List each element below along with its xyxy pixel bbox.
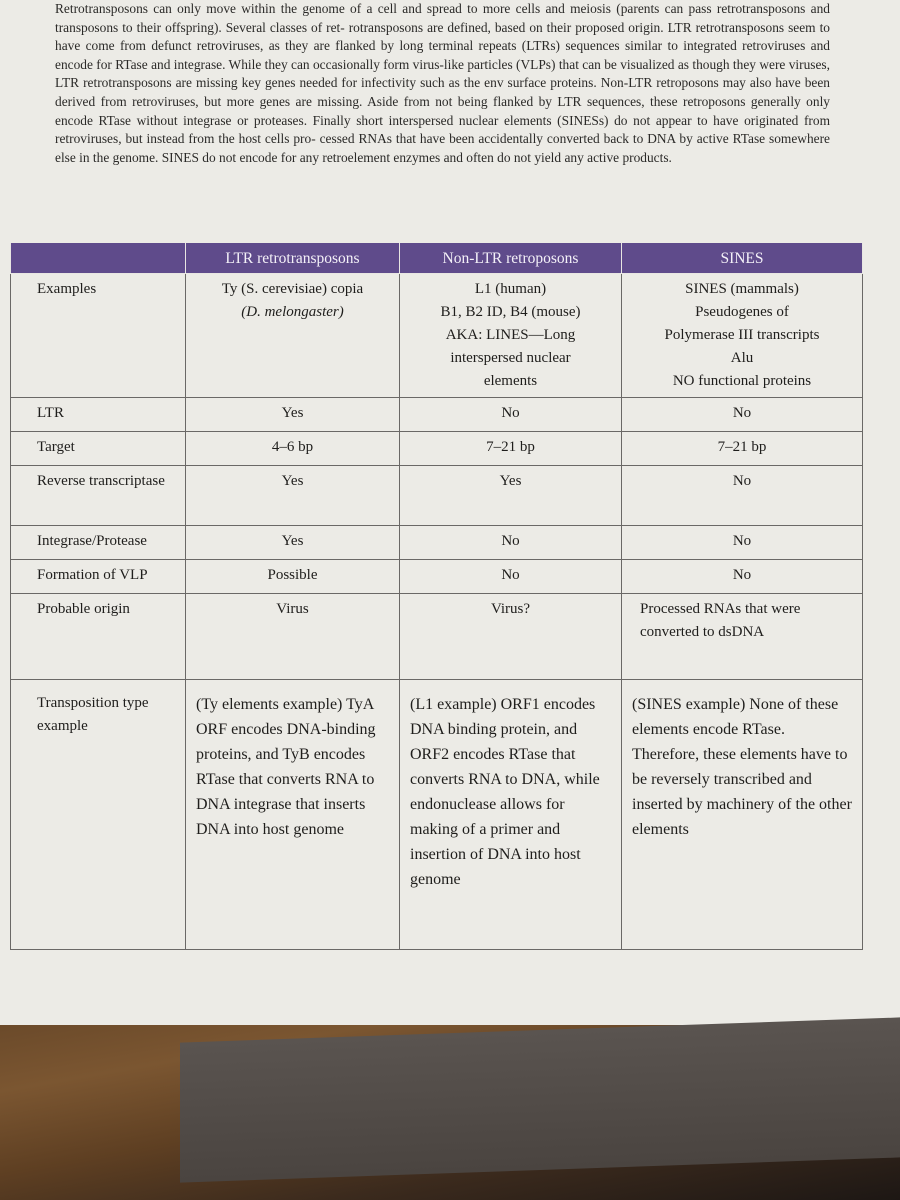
row-label: Probable origin	[11, 594, 186, 680]
examples-sines-line: SINES (mammals)	[685, 281, 799, 297]
cell-nonltr: (L1 example) ORF1 encodes DNA binding protein, and ORF2 encodes RTase that converts RNA to DNA, while endonuclease allows for making of a primer and insertion of DNA into host genome	[400, 680, 622, 950]
examples-sines-line: Pseudogenes of	[695, 304, 789, 320]
row-label: LTR	[11, 398, 186, 432]
cell-nonltr: No	[400, 398, 622, 432]
examples-sines	[622, 274, 863, 398]
examples-nonltr-line: L1 (human)	[474, 281, 547, 297]
cell-nonltr: Virus?	[400, 594, 622, 680]
table-row-examples	[11, 274, 863, 398]
header-ltr-retrotransposons: LTR retrotransposons	[186, 243, 400, 274]
cell-sines: 7–21 bp	[622, 432, 863, 466]
examples-nonltr-line: elements	[483, 373, 538, 389]
paragraph-line: defunct retroviruses, as they are flanked by long terminal repeats (LTRs) sequences similar to integrated	[151, 38, 743, 54]
table-row-probable-origin	[11, 594, 863, 680]
table-row-vlp-formation	[11, 560, 863, 594]
paragraph-line: cessed RNAs that have been accidentally converted back to DNA by active RTase somewhere else in the	[55, 131, 831, 165]
row-label: Reverse transcriptase	[11, 466, 186, 526]
cell-ltr: Virus	[186, 594, 400, 680]
paragraph-line: needed for infectivity such as the env surface proteins. Non-LTR retroposons may also have been derived	[55, 75, 830, 109]
header-sines: SINES	[622, 243, 863, 274]
table-row-ltr	[11, 398, 863, 432]
cell-sines: No	[622, 560, 863, 594]
table-row-transposition-type	[11, 680, 863, 950]
paragraph-line: and meiosis (parents can pass retrotransposons and transposons to their offspring). Several classes of ret-	[55, 1, 830, 35]
cell-sines: No	[622, 398, 863, 432]
paragraph-line: rotransposons are defined, based on their proposed origin. LTR retrotransposons seem to have come from	[55, 19, 830, 54]
row-label: Integrase/Protease	[11, 526, 186, 560]
examples-nonltr-line: B1, B2 ID, B4 (mouse)	[440, 304, 581, 320]
examples-nonltr-line: AKA: LINES—Long	[445, 327, 576, 343]
row-label: Target	[11, 432, 186, 466]
cell-sines: Processed RNAs that were converted to dsDNA	[622, 594, 863, 680]
cell-nonltr: 7–21 bp	[400, 432, 622, 466]
cell-nonltr: Yes	[400, 466, 622, 526]
row-label: Transposition type example	[11, 680, 186, 950]
background-carpet	[180, 1017, 900, 1182]
header-non-ltr-retroposons: Non-LTR retroposons	[400, 243, 622, 274]
examples-ltr-line: Ty (S. cerevisiae) copia	[221, 281, 364, 297]
paragraph-line: from retroviruses, but more genes are missing. Aside from not being flanked by LTR sequences, these	[100, 93, 683, 109]
examples-ltr-line: (D. melongaster)	[241, 304, 344, 320]
examples-sines-line: Polymerase III transcripts	[664, 327, 820, 343]
comparison-table-container	[10, 243, 862, 943]
cell-ltr: Yes	[186, 466, 400, 526]
examples-sines-line: Alu	[730, 350, 754, 366]
cell-ltr: Yes	[186, 398, 400, 432]
paragraph-line: retroposons generally only encode RTase without integrase or proteases. Finally short interspersed nuclear	[55, 93, 830, 128]
paragraph-line: (VLPs) that can be visualized as though they were viruses, LTR retrotransposons are missing key genes	[55, 56, 830, 91]
cell-nonltr: No	[400, 560, 622, 594]
row-label: Examples	[11, 274, 186, 398]
table-row-target	[11, 432, 863, 466]
table-row-integrase-protease	[11, 526, 863, 560]
paragraph-line: elements (SINESs) do not appear to have originated from retroviruses, but instead from the host cells pro-	[55, 112, 830, 147]
examples-ltr	[186, 274, 400, 398]
cell-ltr: (Ty elements example) TyA ORF encodes DNA-binding proteins, and TyB encodes RTase that converts RNA to DNA integrase that inserts DNA into host genome	[186, 680, 400, 950]
cell-sines: No	[622, 466, 863, 526]
cell-sines: No	[622, 526, 863, 560]
examples-sines-line: NO functional proteins	[672, 373, 812, 389]
cell-sines: (SINES example) None of these elements encode RTase. Therefore, these elements have to be reversely transcribed and inserted by machinery of the other elements	[622, 680, 863, 950]
examples-nonltr-line: interspersed nuclear	[450, 350, 571, 366]
cell-ltr: Possible	[186, 560, 400, 594]
table-header-row	[11, 243, 863, 274]
cell-ltr: 4–6 bp	[186, 432, 400, 466]
retroelement-comparison-table	[10, 243, 863, 950]
paragraph-line: genome. SINES do not encode for any retroelement enzymes and often do not yield any active products.	[112, 149, 672, 165]
cell-ltr: Yes	[186, 526, 400, 560]
cell-nonltr: No	[400, 526, 622, 560]
header-empty	[11, 243, 186, 274]
row-label: Formation of VLP	[11, 560, 186, 594]
examples-nonltr	[400, 274, 622, 398]
intro-paragraph	[55, 0, 830, 167]
table-row-reverse-transcriptase	[11, 466, 863, 526]
paragraph-line: Retrotransposons can only move within the genome of a cell and spread to more cells	[55, 1, 546, 16]
paragraph-line: retroviruses and encode for RTase and integrase. While they can occasionally form virus-like particles	[55, 38, 830, 72]
